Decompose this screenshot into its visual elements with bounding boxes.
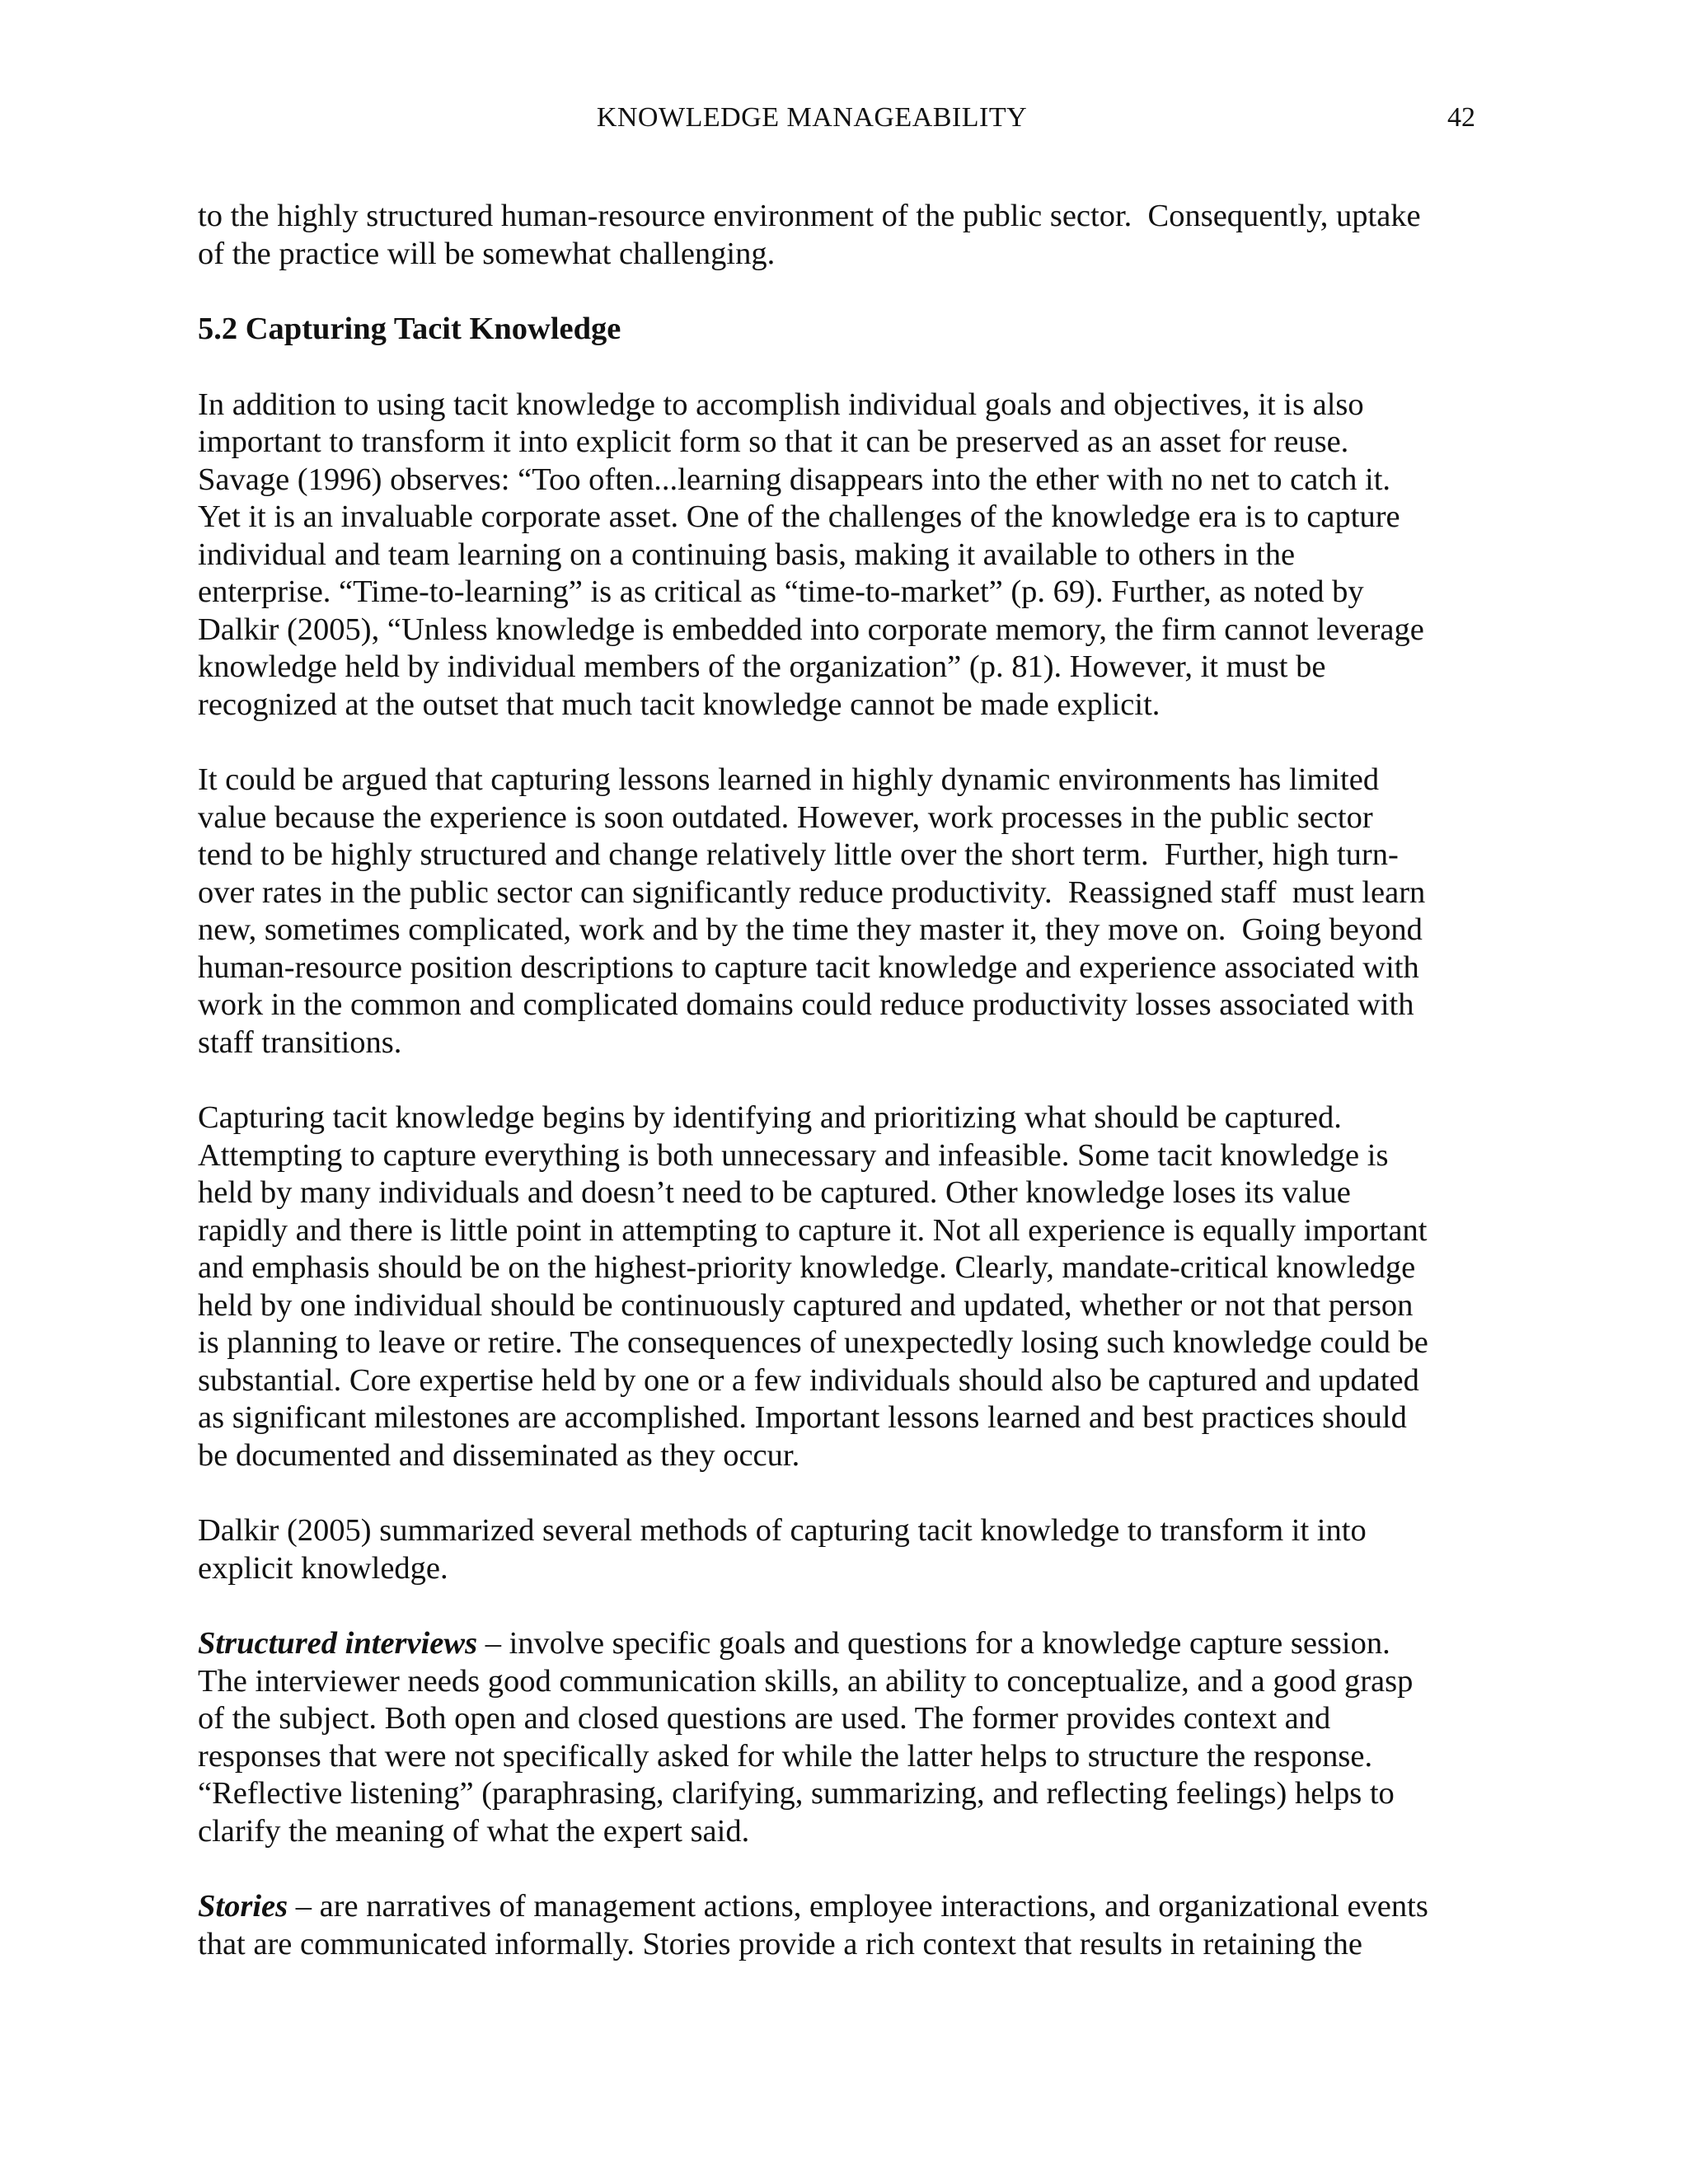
- paragraph-continuation: [198, 198, 1484, 273]
- paragraph-savage-quote: [198, 387, 1484, 724]
- text-line: over rates in the public sector can significantly reduce productivity. Reassigned staff must learn: [198, 874, 1426, 910]
- text-line: human-resource position descriptions to capture tacit knowledge and experience associated with: [198, 949, 1419, 985]
- term-definition-start: – involve specific goals and questions for a knowledge capture session.: [477, 1626, 1390, 1661]
- text-line: be documented and disseminated as they occur.: [198, 1437, 800, 1473]
- paragraph-stories: [198, 1888, 1484, 1963]
- text-line: responses that were not specifically asked for while the latter helps to structure the response.: [198, 1738, 1373, 1774]
- text-line: value because the experience is soon outdated. However, work processes in the public sector: [198, 799, 1373, 835]
- text-line: Dalkir (2005) summarized several methods of capturing tacit knowledge to transform it into: [198, 1513, 1367, 1548]
- text-line: explicit knowledge.: [198, 1550, 448, 1586]
- text-line: tend to be highly structured and change relatively little over the short term. Further, high turn-: [198, 837, 1399, 872]
- running-head: [198, 97, 1475, 138]
- text-line: staff transitions.: [198, 1024, 402, 1060]
- term-structured-interviews: Structured interviews: [198, 1626, 478, 1661]
- paragraph-dynamic-environments: [198, 762, 1484, 1062]
- term-stories: Stories: [198, 1889, 288, 1924]
- text-line: The interviewer needs good communication skills, an ability to conceptualize, and a good grasp: [198, 1663, 1414, 1699]
- text-line: knowledge held by individual members of the organization” (p. 81). However, it must be: [198, 649, 1326, 684]
- term-definition-start: – are narratives of management actions, employee interactions, and organizational events: [288, 1889, 1428, 1924]
- text-line: recognized at the outset that much tacit knowledge cannot be made explicit.: [198, 687, 1160, 722]
- running-title: KNOWLEDGE MANAGEABILITY: [596, 102, 1028, 133]
- paragraph-prioritizing: [198, 1099, 1484, 1474]
- text-line: new, sometimes complicated, work and by the time they master it, they move on. Going beyond: [198, 912, 1423, 947]
- text-line: is planning to leave or retire. The consequences of unexpectedly losing such knowledge could be: [198, 1325, 1428, 1360]
- text-line: to the highly structured human-resource environment of the public sector. Consequently, uptake: [198, 199, 1421, 233]
- text-line: It could be argued that capturing lessons learned in highly dynamic environments has limited: [198, 762, 1380, 797]
- text-line: held by one individual should be continuously captured and updated, whether or not that person: [198, 1287, 1414, 1323]
- text-line: work in the common and complicated domains could reduce productivity losses associated with: [198, 987, 1414, 1022]
- text-line: [198, 1625, 1484, 1663]
- paragraph-dalkir-methods: [198, 1512, 1484, 1587]
- text-line: of the subject. Both open and closed questions are used. The former provides context and: [198, 1701, 1331, 1736]
- text-line: important to transform it into explicit form so that it can be preserved as an asset for reuse.: [198, 424, 1349, 459]
- text-line: held by many individuals and doesn’t need to be captured. Other knowledge loses its value: [198, 1175, 1351, 1210]
- text-line: “Reflective listening” (paraphrasing, clarifying, summarizing, and reflecting feelings) helps to: [198, 1776, 1395, 1811]
- text-line: Yet it is an invaluable corporate asset. One of the challenges of the knowledge era is to capture: [198, 499, 1400, 534]
- text-line: Attempting to capture everything is both unnecessary and infeasible. Some tacit knowledge is: [198, 1137, 1389, 1173]
- page-number: 42: [1447, 102, 1475, 133]
- text-line: enterprise. “Time-to-learning” is as critical as “time-to-market” (p. 69). Further, as noted by: [198, 574, 1364, 609]
- text-line: In addition to using tacit knowledge to accomplish individual goals and objectives, it is also: [198, 387, 1364, 422]
- text-line: individual and team learning on a continuing basis, making it available to others in the: [198, 537, 1296, 572]
- paragraph-structured-interviews: [198, 1625, 1484, 1850]
- text-line: Dalkir (2005), “Unless knowledge is embedded into corporate memory, the firm cannot leverage: [198, 612, 1424, 647]
- text-line: of the practice will be somewhat challenging.: [198, 236, 776, 271]
- text-line: [198, 1888, 1484, 1926]
- text-line: rapidly and there is little point in attempting to capture it. Not all experience is equally important: [198, 1212, 1428, 1248]
- text-line: and emphasis should be on the highest-priority knowledge. Clearly, mandate-critical knowledge: [198, 1250, 1416, 1285]
- text-line: Savage (1996) observes: “Too often...learning disappears into the ether with no net to catch it.: [198, 462, 1391, 497]
- text-line: Capturing tacit knowledge begins by identifying and prioritizing what should be captured.: [198, 1100, 1342, 1135]
- text-line: as significant milestones are accomplished. Important lessons learned and best practices should: [198, 1400, 1407, 1435]
- text-line: that are communicated informally. Stories provide a rich context that results in retaining the: [198, 1926, 1363, 1961]
- body-text: [198, 198, 1484, 2001]
- text-line: clarify the meaning of what the expert said.: [198, 1813, 750, 1849]
- text-line: substantial. Core expertise held by one or a few individuals should also be captured and updated: [198, 1362, 1419, 1398]
- section-heading: 5.2 Capturing Tacit Knowledge: [198, 312, 621, 346]
